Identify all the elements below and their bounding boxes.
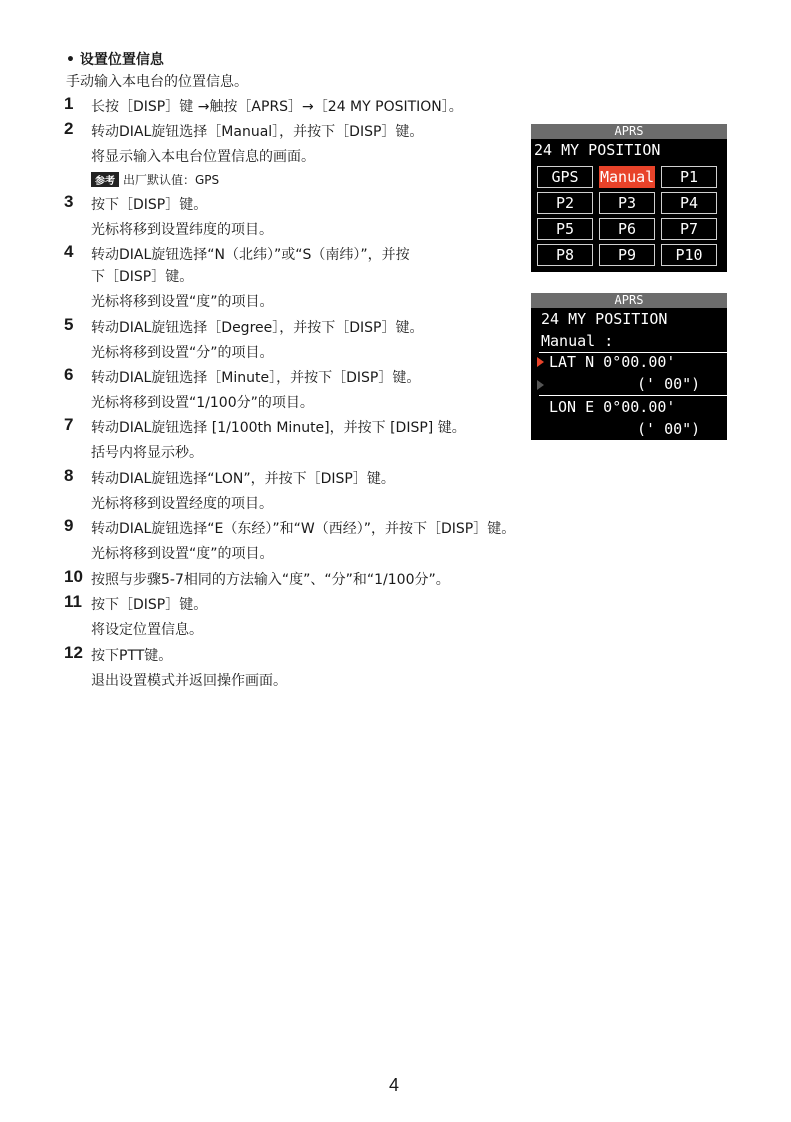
option-p8[interactable]: P8	[537, 244, 593, 266]
option-p9[interactable]: P9	[599, 244, 655, 266]
manual-mode-label: Manual :	[541, 332, 614, 350]
lcd-screen-manual-position	[531, 293, 727, 440]
step-number: 2	[64, 119, 74, 138]
step-number: 7	[64, 415, 74, 434]
screen-title: 24 MY POSITION	[534, 141, 661, 159]
step-number: 8	[64, 466, 74, 485]
step-text: 转动DIAL旋钮选择“E（东经）”和“W（西经）”，并按下［DISP］键。	[91, 521, 516, 537]
step-text: 按照与步骤5-7相同的方法输入“度”、“分”和“1/100分”。	[91, 572, 450, 588]
inactive-cursor-icon	[537, 380, 544, 390]
step-number: 5	[64, 315, 74, 334]
step-number: 10	[64, 567, 83, 586]
option-gps[interactable]: GPS	[537, 166, 593, 188]
step-text: 按下［DISP］键。	[91, 597, 208, 613]
step-text: 转动DIAL旋钮选择 [1/100th Minute]，并按下 [DISP] 键。	[91, 420, 466, 436]
step-text: 按下PTT键。	[91, 648, 173, 664]
step-9-note: 光标将移到设置“度”的项目。	[91, 546, 274, 562]
reference-note	[91, 171, 219, 188]
screen-header: APRS	[531, 293, 727, 308]
step-8-note: 光标将移到设置经度的项目。	[91, 496, 273, 512]
step-text: 转动DIAL旋钮选择“N（北纬）”或“S（南纬）”，并按	[91, 247, 410, 263]
step-5-note: 光标将移到设置“分”的项目。	[91, 345, 274, 361]
lcd-screen-position-menu	[531, 124, 727, 272]
option-p3[interactable]: P3	[599, 192, 655, 214]
screen-title: 24 MY POSITION	[541, 310, 668, 328]
latitude-seconds: (' 00")	[637, 375, 701, 393]
option-p6[interactable]: P6	[599, 218, 655, 240]
step-4-text-continued: 下［DISP］键。	[91, 269, 194, 285]
step-number: 3	[64, 192, 74, 211]
option-p2[interactable]: P2	[537, 192, 593, 214]
option-p4[interactable]: P4	[661, 192, 717, 214]
screen-header: APRS	[531, 124, 727, 139]
option-grid	[537, 166, 723, 274]
step-4-note: 光标将移到设置“度”的项目。	[91, 294, 274, 310]
longitude-field[interactable]: LON E 0°00.00'	[549, 398, 676, 416]
reference-tag: 参考	[91, 172, 119, 187]
step-12-note: 退出设置模式并返回操作画面。	[91, 673, 287, 689]
step-2-note: 将显示输入本电台位置信息的画面。	[91, 149, 315, 165]
option-p10[interactable]: P10	[661, 244, 717, 266]
step-text: 转动DIAL旋钮选择［Minute］，并按下［DISP］键。	[91, 370, 421, 386]
step-number: 12	[64, 643, 83, 662]
option-p1[interactable]: P1	[661, 166, 717, 188]
step-11-note: 将设定位置信息。	[91, 622, 203, 638]
step-text: 长按［DISP］键 →触按［APRS］→［24 MY POSITION］。	[91, 99, 463, 115]
latitude-field[interactable]: LAT N 0°00.00'	[549, 353, 676, 371]
option-p7[interactable]: P7	[661, 218, 717, 240]
step-text: 转动DIAL旋钮选择［Manual］，并按下［DISP］键。	[91, 124, 424, 140]
step-number: 11	[64, 592, 82, 611]
step-text: 按下［DISP］键。	[91, 197, 208, 213]
step-number: 6	[64, 365, 74, 384]
intro-text: 手动输入本电台的位置信息。	[66, 74, 248, 90]
reference-text: 出厂默认值：GPS	[123, 173, 220, 187]
step-6-note: 光标将移到设置“1/100分”的项目。	[91, 395, 314, 411]
step-7-note: 括号内将显示秒。	[91, 445, 203, 461]
step-text: 转动DIAL旋钮选择［Degree］，并按下［DISP］键。	[91, 320, 424, 336]
step-3-note: 光标将移到设置纬度的项目。	[91, 222, 273, 238]
step-number: 4	[64, 242, 74, 261]
option-manual[interactable]: Manual	[600, 168, 655, 186]
cursor-arrow-icon	[537, 357, 544, 367]
longitude-seconds: (' 00")	[637, 420, 701, 438]
step-number: 1	[64, 94, 74, 113]
page-number: 4	[389, 1075, 400, 1095]
step-number: 9	[64, 516, 74, 535]
step-text: 转动DIAL旋钮选择“LON”，并按下［DISP］键。	[91, 471, 395, 487]
divider	[539, 395, 727, 396]
section-title: • 设置位置信息	[66, 52, 164, 68]
option-p5[interactable]: P5	[537, 218, 593, 240]
